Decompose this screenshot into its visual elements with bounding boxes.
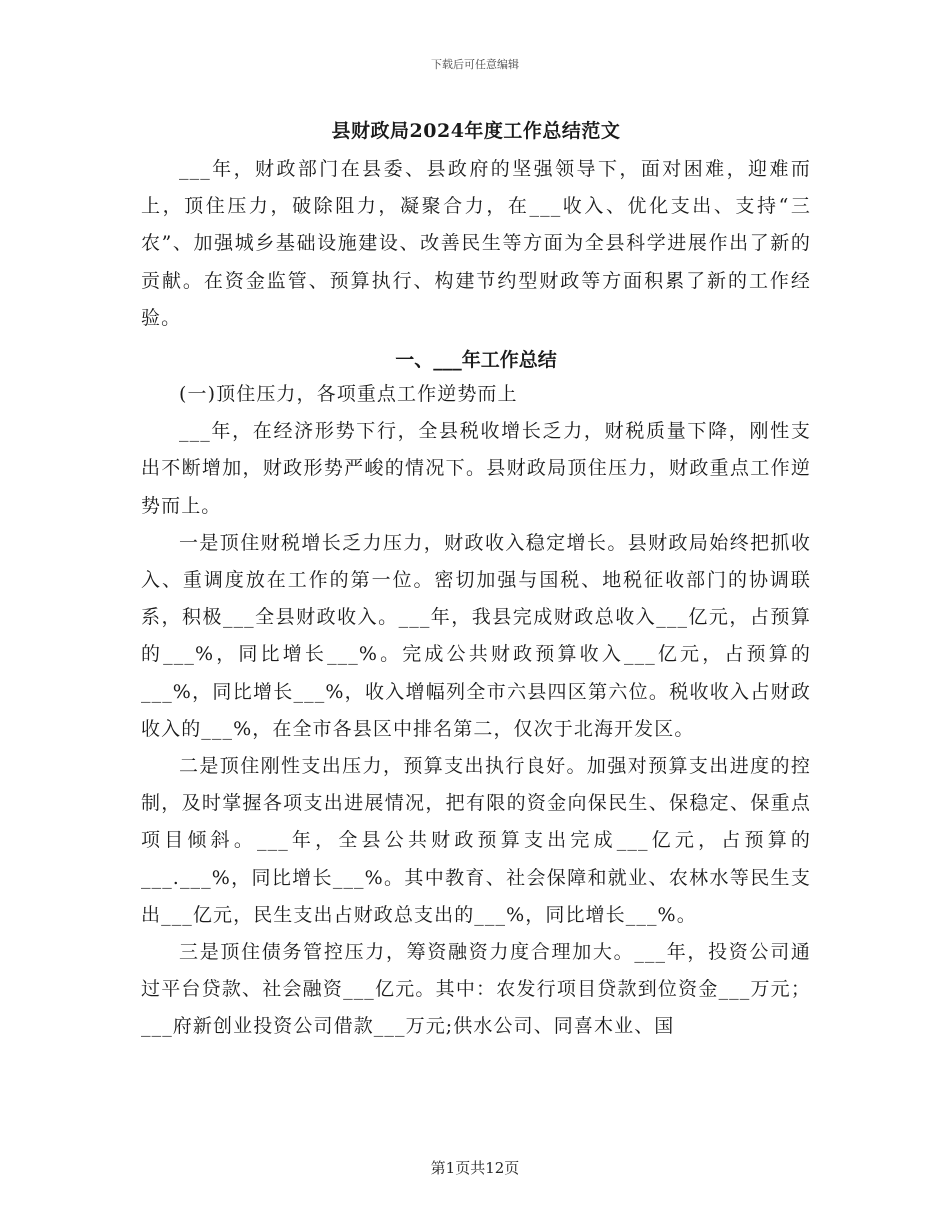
page-number: 第1页共12页 xyxy=(430,1159,520,1177)
section-heading: 一、___年工作总结 xyxy=(395,349,557,372)
intro-paragraph: ___年，财政部门在县委、县政府的坚强领导下，面对困难，迎难而上，顶住压力，破除阻力，凝聚合力，在___收入、优化支出、支持“三农”、加强城乡基础设施建设、改善民生等方面为全县科学进展作出了新的贡献。在资金监管、预算执行、构建节约型财政等方面积累了新的工作经验。 xyxy=(141,158,811,329)
paragraph-two: 二是顶住刚性支出压力，预算支出执行良好。加强对预算支出进度的控制，及时掌握各项支出进展情况，把有限的资金向保民生、保稳定、保重点项目倾斜。___年，全县公共财政预算支出完成___亿元，占预算的___.___%，同比增长___%。其中教育、社会保障和就业、农林水等民生支出___亿元，民生支出占财政总支出的___%，同比增长___%。 xyxy=(141,755,811,926)
paragraph-one: 一是顶住财税增长乏力压力，财政收入稳定增长。县财政局始终把抓收入、重调度放在工作的第一位。密切加强与国税、地税征收部门的协调联系，积极___全县财政收入。___年，我县完成财政总收入___亿元，占预算的___%，同比增长___%。完成公共财政预算收入___亿元，占预算的___%，同比增长___%，收入增幅列全市六县四区第六位。税收收入占财政收入的___%，在全市各县区中排名第二，仅次于北海开发区。 xyxy=(141,531,811,740)
document-body xyxy=(141,110,811,1046)
document-title: 县财政局2024年度工作总结范文 xyxy=(331,120,621,142)
overview-paragraph: ___年，在经济形势下行，全县税收增长乏力，财税质量下降，刚性支出不断增加，财政形势严峻的情况下。县财政局顶住压力，财政重点工作逆势而上。 xyxy=(141,420,811,517)
page-header-note: 下载后可任意编辑 xyxy=(431,58,519,71)
subsection-heading: (一)顶住压力，各项重点工作逆势而上 xyxy=(179,383,518,406)
paragraph-three: 三是顶住债务管控压力，筹资融资力度合理加大。___年，投资公司通过平台贷款、社会融资___亿元。其中：农发行项目贷款到位资金___万元；___府新创业投资公司借款___万元;供水公司、同喜木业、国 xyxy=(141,941,811,1038)
